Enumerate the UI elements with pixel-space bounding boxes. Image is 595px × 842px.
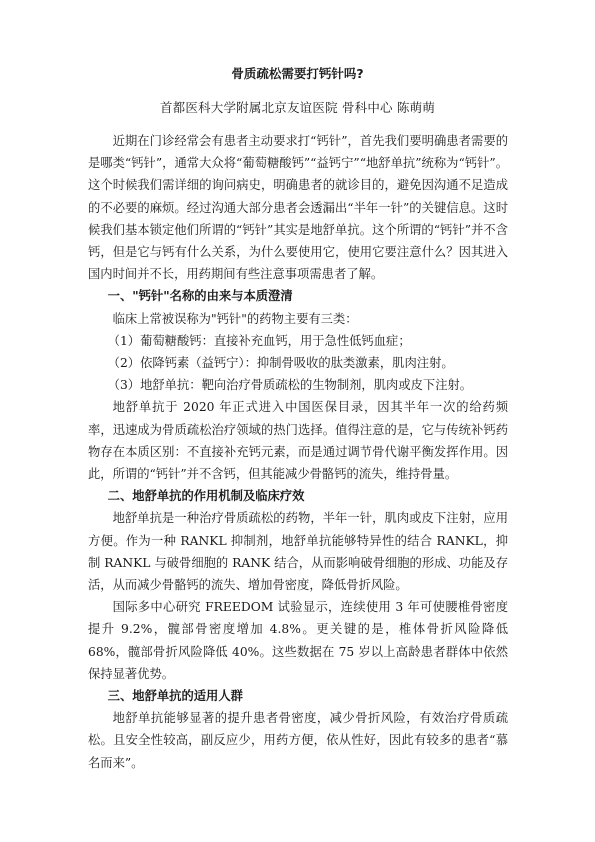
intro-paragraph: 近期在门诊经常会有患者主动要求打“钙针”，首先我们要明确患者需要的是哪类“钙针”，通常大众将“葡萄糖酸钙”“益钙宁”“地舒单抗”统称为“钙针”。这个时候我们需详细的询问病史，明确患者的就诊目的，避免因沟通不足造成的不必要的麻烦。经过沟通大部分患者会透漏出“半年一针”的关键信息。这时候我们基本锁定他们所谓的“钙针”其实是地舒单抗。这个所谓的“钙针”并不含钙，但是它与钙有什么关系，为什么要使用它，使用它要注意什么？因其进入国内时间并不长，用药期间有些注意事项需患者了解。: [88, 134, 508, 282]
list-item-3: （3）地舒单抗：靶向治疗骨质疏松的生物制剂，肌肉或皮下注射。: [107, 378, 473, 393]
section-2-paragraph-2: 国际多中心研究 FREEDOM 试验显示，连续使用 3 年可使腰椎骨密度提升 9.2%，髋部骨密度增加 4.8%。更关键的是，椎体骨折风险降低 68%，髋部骨折风险降低 40%。这些数据在 75 岁以上高龄患者群体中依然保持显著优势。: [88, 600, 508, 681]
document-title: 骨质疏松需要打钙针吗?: [231, 66, 364, 81]
section-1-paragraph: 地舒单抗于 2020 年正式进入中国医保目录，因其半年一次的给药频率，迅速成为骨质疏松治疗领域的热门选择。值得注意的是，它与传统补钙药物存在本质区别：不直接补充钙元素，而是通过调节骨代谢平衡发挥作用。因此，所谓的“钙针”并不含钙，但其能减少骨骼钙的流失，维持骨量。: [88, 400, 508, 482]
section-2-paragraph-1: 地舒单抗是一种治疗骨质疏松的药物，半年一针，肌肉或皮下注射，应用方便。作为一种 RANKL 抑制剂，地舒单抗能够特异性的结合 RANKL，抑制 RANKL 与破骨细胞的 RANK 结合，从而影响破骨细胞的形成、功能及存活，从而减少骨骼钙的流失、增加骨密度，降低骨折风险。: [88, 511, 508, 593]
author-line: 首都医科大学附属北京友谊医院 骨科中心 陈萌萌: [159, 100, 436, 115]
document-body: [88, 130, 508, 774]
section-1-heading: 一、"钙针"名称的由来与本质澄清: [107, 289, 293, 304]
list-item-2: （2）依降钙素（益钙宁）：抑制骨吸收的肽类激素，肌肉注射。: [107, 356, 454, 371]
section-1-lead: 临床上常被误称为"钙针"的药物主要有三类：: [112, 311, 358, 326]
section-2-heading: 二、地舒单抗的作用机制及临床疗效: [107, 489, 305, 504]
section-3-heading: 三、地舒单抗的适用人群: [107, 689, 243, 704]
section-3-paragraph-1: 地舒单抗能够显著的提升患者骨密度，减少骨折风险，有效治疗骨质疏松。且安全性较高，副反应少，用药方便，依从性好，因此有较多的患者“慕名而来”。: [88, 711, 508, 770]
list-item-1: （1）葡萄糖酸钙：直接补充血钙，用于急性低钙血症；: [107, 333, 411, 348]
